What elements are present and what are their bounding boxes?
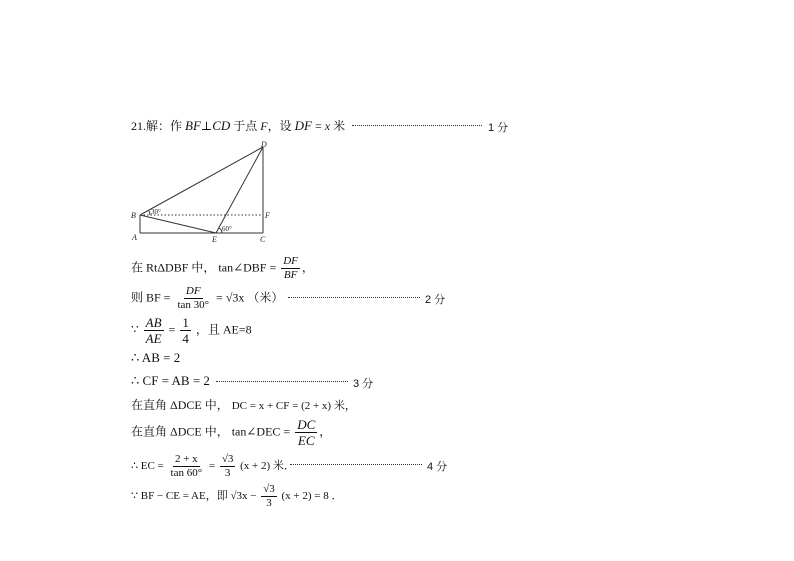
step9-prefix: ∵ BF − CE = AE，即 √3x − — [131, 490, 257, 503]
step6-prefix: 在直角 ΔDCE 中， — [131, 398, 229, 412]
step1-suffix: ， — [301, 260, 314, 275]
step3-eq: = — [168, 322, 176, 337]
step3-suffix: ，且 AE=8 — [195, 322, 252, 337]
dotted-leader-4 — [290, 464, 422, 465]
step7-fraction — [295, 418, 317, 447]
dotted-leader-3 — [216, 381, 348, 382]
header-prefix: 21.解：作 — [131, 119, 183, 133]
step8-den2: 3 — [224, 467, 231, 479]
header-perp: ⊥ — [200, 119, 213, 133]
step-9 — [131, 484, 343, 509]
label-a: A — [132, 233, 137, 242]
step-4: ∴ AB = 2 — [131, 350, 181, 365]
label-c: C — [260, 235, 266, 244]
header-bf: BF — [185, 118, 201, 133]
step-8 — [131, 454, 295, 479]
step1-fraction — [281, 256, 300, 281]
step3-den2: 4 — [182, 331, 189, 346]
step8-fraction-2 — [220, 454, 236, 479]
step9-den: 3 — [266, 497, 272, 509]
step9-fraction — [261, 484, 277, 509]
step9-num: √3 — [263, 483, 275, 495]
step7-den: EC — [297, 433, 315, 448]
step8-fraction — [169, 454, 205, 479]
header-df: DF — [294, 118, 312, 133]
step1-num: DF — [283, 255, 298, 267]
step-2 — [131, 286, 283, 311]
points-3: 3 分 — [353, 378, 374, 390]
dotted-leader-2 — [288, 297, 420, 298]
label-f: F — [265, 211, 270, 220]
step3-num2: 1 — [182, 315, 189, 330]
step8-eq: = — [208, 460, 216, 473]
step7-tan: tan∠DEC = — [231, 424, 291, 439]
header-eq: = — [314, 119, 322, 133]
label-b: B — [131, 211, 136, 220]
step2-num: DF — [185, 285, 201, 297]
step3-fraction-2 — [180, 316, 191, 345]
angle-label-30: 30° — [151, 208, 161, 216]
step-7 — [131, 418, 331, 447]
step8-num: 2 + x — [174, 453, 198, 465]
header-set: ，设 — [267, 119, 292, 133]
header-unit: 米 — [333, 119, 346, 133]
step8-suffix: (x + 2) 米． — [240, 460, 295, 473]
step1-tan: tan∠DBF = — [218, 260, 277, 275]
step6-eq: DC = x + CF = (2 + x) 米， — [231, 400, 356, 412]
step7-num: DC — [297, 417, 316, 432]
line-be — [140, 215, 216, 233]
step8-prefix: ∴ EC = — [131, 460, 164, 473]
step7-suffix: ， — [319, 424, 332, 439]
step2-result: = √3x （米） — [216, 290, 284, 305]
angle-label-60: 60° — [222, 225, 232, 233]
step2-den: tan 30° — [177, 299, 210, 311]
step1-den: BF — [283, 269, 298, 281]
header-cd: CD — [212, 118, 231, 133]
step8-num2: √3 — [221, 453, 234, 465]
step-5: ∴ CF = AB = 2 — [131, 373, 210, 388]
step-1 — [131, 256, 314, 281]
step3-num: AB — [145, 315, 162, 330]
step1-prefix: 在 RtΔDBF 中， — [131, 260, 216, 275]
step8-den: tan 60° — [170, 467, 203, 479]
step7-prefix: 在直角 ΔDCE 中， — [131, 424, 229, 439]
header-mid: 于点 — [233, 119, 258, 133]
step9-suffix: (x + 2) = 8 ． — [281, 490, 343, 503]
step-6 — [131, 399, 356, 412]
label-e: E — [212, 235, 217, 244]
angle-arc-30 — [149, 211, 150, 215]
step-3 — [131, 316, 252, 345]
step3-fraction — [144, 316, 164, 345]
header-f: F — [260, 119, 268, 133]
points-4: 4 分 — [427, 461, 448, 473]
step3-because: ∵ — [131, 322, 139, 337]
header-x: x — [324, 119, 331, 133]
step2-prefix: 则 BF = — [131, 290, 171, 305]
step3-den: AE — [145, 331, 162, 346]
points-1: 1 分 — [488, 122, 509, 134]
label-d: D — [261, 140, 267, 149]
step2-fraction — [175, 286, 211, 311]
points-2: 2 分 — [425, 294, 446, 306]
